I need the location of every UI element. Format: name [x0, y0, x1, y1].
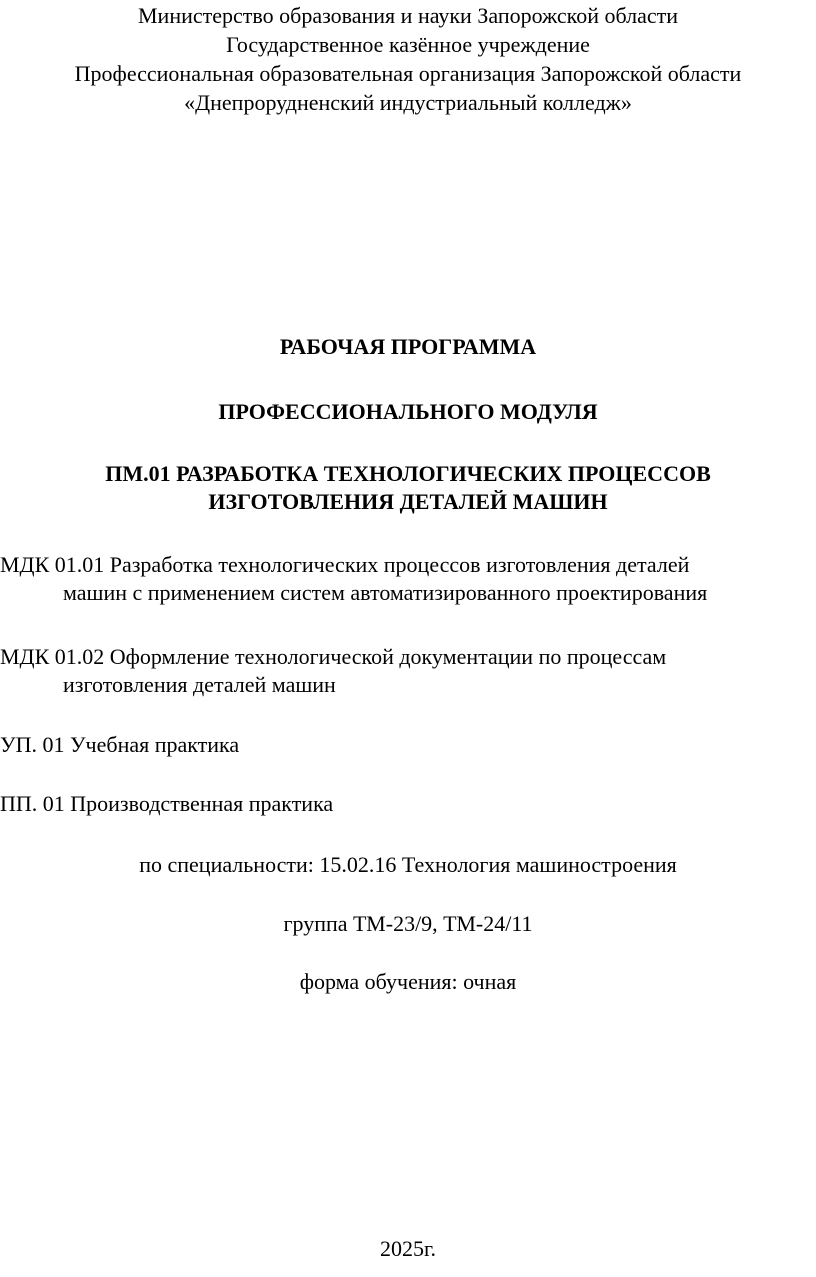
list-item-line2: изготовления деталей машин	[63, 672, 336, 697]
document-title: РАБОЧАЯ ПРОГРАММА	[279, 334, 537, 359]
list-item-mdk-0101	[0, 551, 806, 607]
study-form-line: форма обучения: очная	[299, 969, 517, 994]
group-line: группа ТМ-23/9, ТМ-24/11	[283, 911, 533, 936]
list-item-line1: МДК 01.01 Разработка технологических процессов изготовления деталей	[0, 552, 690, 577]
list-item-pp01	[0, 790, 806, 818]
year-line: 2025г.	[379, 1236, 437, 1261]
institution-line: Государственное казённое учреждение	[226, 32, 590, 57]
document-subtitle: ПРОФЕССИОНАЛЬНОГО МОДУЛЯ	[218, 399, 598, 424]
specialty-line: по специальности: 15.02.16 Технология машиностроения	[139, 852, 677, 877]
list-item-line1: ПП. 01 Производственная практика	[0, 791, 334, 816]
module-title-line1: ПМ.01 РАЗРАБОТКА ТЕХНОЛОГИЧЕСКИХ ПРОЦЕССОВ	[105, 461, 711, 486]
college-name: «Днепрорудненский индустриальный колледж»	[184, 90, 632, 115]
list-item-line1: МДК 01.02 Оформление технологической документации по процессам	[0, 644, 667, 669]
module-title-line2: ИЗГОТОВЛЕНИЯ ДЕТАЛЕЙ МАШИН	[208, 489, 608, 514]
organization-line: Профессиональная образовательная организация Запорожской области	[74, 61, 742, 86]
ministry-line: Министерство образования и науки Запорожской области	[137, 3, 679, 28]
list-item-line1: УП. 01 Учебная практика	[0, 732, 240, 757]
list-item-up01	[0, 731, 806, 759]
list-item-line2: машин с применением систем автоматизированного проектирования	[63, 580, 708, 605]
list-item-mdk-0102	[0, 643, 806, 699]
